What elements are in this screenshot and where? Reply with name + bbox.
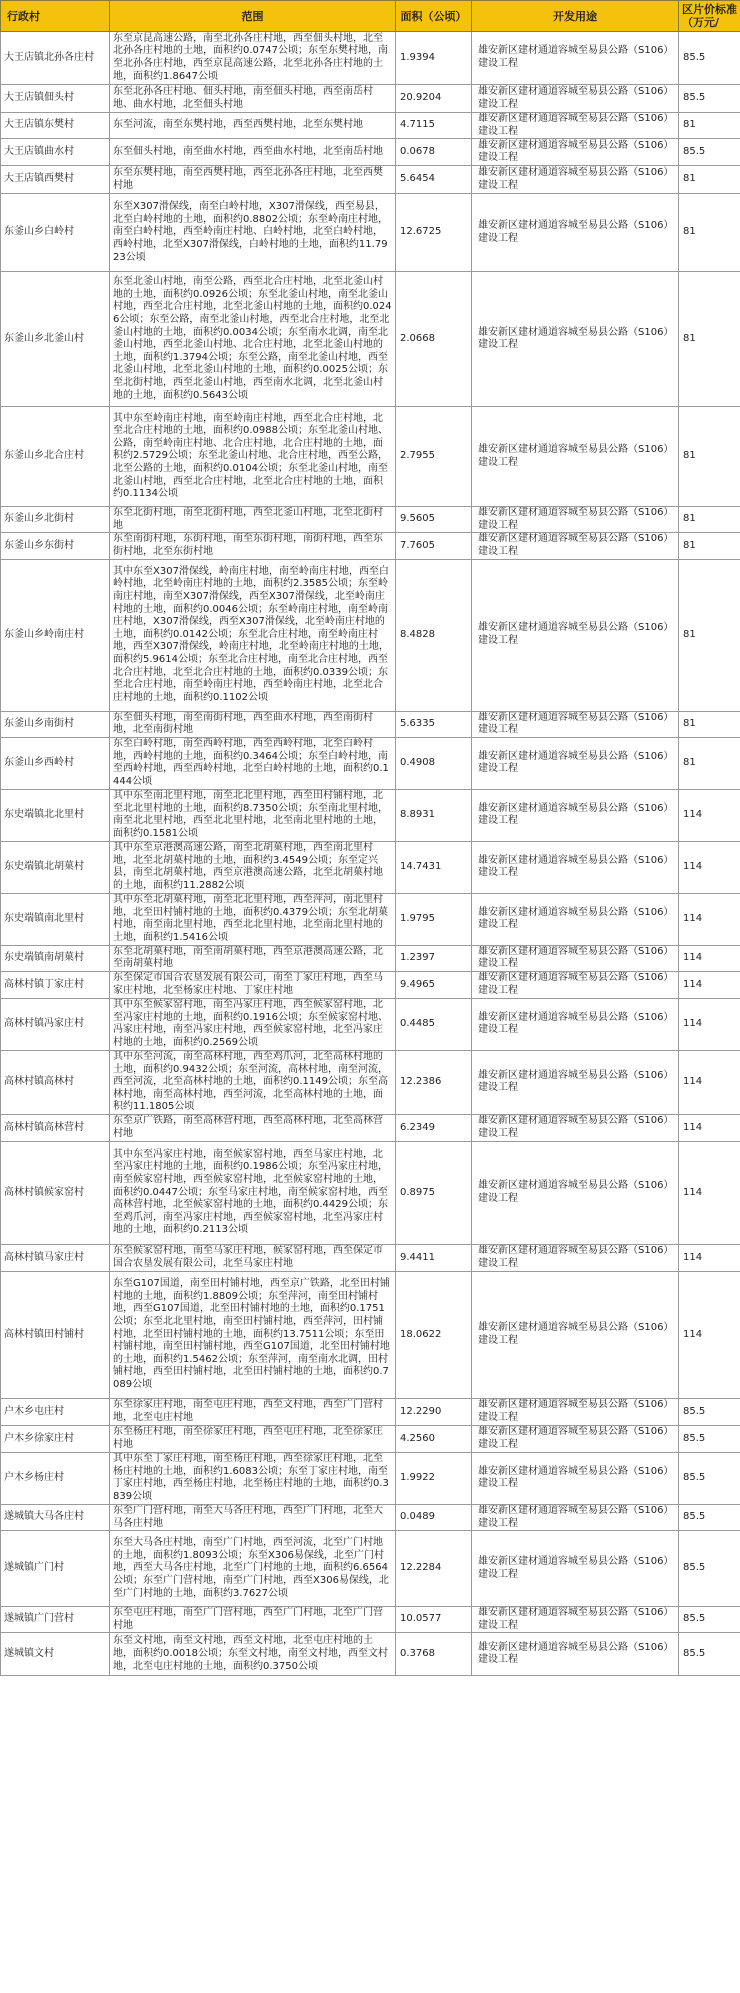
price-cell: 85.5 <box>679 1398 740 1425</box>
area-cell: 0.4908 <box>396 737 472 789</box>
village-cell: 户木乡徐家庄村 <box>1 1425 110 1452</box>
price-cell: 85.5 <box>679 1504 740 1530</box>
table-row <box>1 1271 740 1398</box>
scope-cell: 东至京昆高速公路，南至北孙各庄村地，西至佃头村地，北至北孙各庄村地的土地，面积约0.0747公顷；东至东樊村地，南至北孙各庄村地，西至京昆高速公路，北至北孙各庄村地的土地，面积约1.8647公顷 <box>110 32 396 85</box>
use-cell: 雄安新区建材通道容城至易县公路（S106）建设工程 <box>472 1504 679 1530</box>
price-cell: 114 <box>679 789 740 841</box>
scope-cell: 东至G107国道，南至田村铺村地，西至京广铁路，北至田村铺村地的土地，面积约1.8809公顷；东至萍河，南至田村铺村地，西至G107国道，北至田村铺村地的土地，面积约0.1751公顷；东至北北里村地，南至田村铺村地，西至萍河，田村铺村地，北至田村铺村地的土地，面积约13.7511公顷；东至田村铺村地，南至田村铺村地，西至G107国道，北至田村铺村地的土地，面积约1.5462公顷；东至萍河，南至南水北调，田村铺村地，西至田村铺村地，北至田村铺村地的土地，面积约0.7089公顷 <box>110 1271 396 1398</box>
table-body <box>1 32 740 1676</box>
scope-cell: 其中东至候家窑村地，南至冯家庄村地，西至候家窑村地，北至冯家庄村地的土地，面积约0.1916公顷；东至候家窑村地、冯家庄村地，南至冯家庄村地，西至候家窑村地，北至冯家庄村地的土地，面积约0.2569公顷 <box>110 998 396 1050</box>
table-row <box>1 85 740 113</box>
use-cell: 雄安新区建材通道容城至易县公路（S106）建设工程 <box>472 737 679 789</box>
scope-cell: 东至杨庄村地，南至徐家庄村地，西至屯庄村地，北至徐家庄村地 <box>110 1425 396 1452</box>
header-use: 开发用途 <box>472 1 679 32</box>
price-cell: 85.5 <box>679 32 740 85</box>
scope-cell: 其中东至京港澳高速公路，南至北胡菓村地，西至南北里村地，北至北胡菓村地的土地，面积约3.4549公顷；东至定兴县，南至北胡菓村地，西至京港澳高速公路，北至北胡菓村地的土地，面积约11.2882公顷 <box>110 841 396 893</box>
price-cell: 81 <box>679 737 740 789</box>
price-cell: 114 <box>679 1114 740 1141</box>
village-cell: 大王店镇佃头村 <box>1 85 110 113</box>
scope-cell: 东至北胡菓村地，南至南胡菓村地，西至京港澳高速公路，北至南胡菓村地 <box>110 945 396 971</box>
village-cell: 东史端镇北胡菓村 <box>1 841 110 893</box>
village-cell: 高林村镇高林营村 <box>1 1114 110 1141</box>
area-cell: 1.9394 <box>396 32 472 85</box>
village-cell: 东史端镇南胡菓村 <box>1 945 110 971</box>
use-cell: 雄安新区建材通道容城至易县公路（S106）建设工程 <box>472 194 679 272</box>
area-cell: 9.5605 <box>396 507 472 533</box>
use-cell: 雄安新区建材通道容城至易县公路（S106）建设工程 <box>472 1398 679 1425</box>
area-cell: 10.0577 <box>396 1607 472 1633</box>
price-cell: 114 <box>679 893 740 945</box>
scope-cell: 其中东至丁家庄村地，南至杨庄村地，西至徐家庄村地，北至杨庄村地的土地，面积约1.6083公顷；东至丁家庄村地，南至丁家庄村地，西至杨庄村地，北至杨庄村地的土地，面积约0.3839公顷 <box>110 1452 396 1504</box>
price-cell: 114 <box>679 841 740 893</box>
use-cell: 雄安新区建材通道容城至易县公路（S106）建设工程 <box>472 139 679 166</box>
scope-cell: 东至京广铁路，南至高林营村地，西至高林村地，北至高林营村地 <box>110 1114 396 1141</box>
table-row <box>1 1244 740 1271</box>
header-price: 区片价标准（万元/ <box>679 1 740 32</box>
scope-cell: 东至广门营村地，南至大马各庄村地，西至广门村地，北至大马各庄村地 <box>110 1504 396 1530</box>
village-cell: 大王店镇东樊村 <box>1 113 110 139</box>
scope-cell: 其中东至河流，南至高林村地，西至鸡爪河，北至高林村地的土地，面积约0.9432公顷；东至河流，高林村地，南至河流，西至河流，北至高林村地的土地，面积约0.1149公顷；东至高林村地，南至高林村地，西至河流，北至高林村地的土地，面积约11.1805公顷 <box>110 1050 396 1114</box>
price-cell: 81 <box>679 559 740 711</box>
area-cell: 9.4411 <box>396 1244 472 1271</box>
use-cell: 雄安新区建材通道容城至易县公路（S106）建设工程 <box>472 272 679 407</box>
use-cell: 雄安新区建材通道容城至易县公路（S106）建设工程 <box>472 1244 679 1271</box>
use-cell: 雄安新区建材通道容城至易县公路（S106）建设工程 <box>472 1114 679 1141</box>
area-cell: 20.9204 <box>396 85 472 113</box>
table-row <box>1 1452 740 1504</box>
scope-cell: 东至文村地，南至文村地，西至文村地，北至屯庄村地的土地，面积约0.0018公顷；东至文村地，南至文村地，西至文村地，北至屯庄村地的土地，面积约0.3750公顷 <box>110 1633 396 1676</box>
village-cell: 遂城镇广门村 <box>1 1531 110 1607</box>
area-cell: 1.9922 <box>396 1452 472 1504</box>
village-cell: 东釜山乡南街村 <box>1 711 110 737</box>
scope-cell: 东至南街村地，东街村地，南至东街村地，南街村地，西至东街村地，北至东街村地 <box>110 533 396 559</box>
village-cell: 东釜山乡北釜山村 <box>1 272 110 407</box>
village-cell: 东釜山乡西岭村 <box>1 737 110 789</box>
table-row <box>1 533 740 559</box>
price-cell: 81 <box>679 507 740 533</box>
area-cell: 8.8931 <box>396 789 472 841</box>
area-cell: 4.2560 <box>396 1425 472 1452</box>
use-cell: 雄安新区建材通道容城至易县公路（S106）建设工程 <box>472 945 679 971</box>
table-row <box>1 194 740 272</box>
use-cell: 雄安新区建材通道容城至易县公路（S106）建设工程 <box>472 998 679 1050</box>
area-cell: 5.6335 <box>396 711 472 737</box>
header-area: 面积（公顷） <box>396 1 472 32</box>
scope-cell: 东至东樊村地，南至西樊村地，西至北孙各庄村地，北至西樊村地 <box>110 166 396 194</box>
price-cell: 81 <box>679 407 740 507</box>
scope-cell: 东至白岭村地，南至西岭村地，西至西岭村地，北至白岭村地，西岭村地的土地，面积约0.3464公顷；东至白岭村地，南至西岭村地，西至西岭村地，北至白岭村地的土地，面积约0.1444公顷 <box>110 737 396 789</box>
scope-cell: 东至河流，南至东樊村地，西至西樊村地，北至东樊村地 <box>110 113 396 139</box>
area-cell: 12.6725 <box>396 194 472 272</box>
table-row <box>1 1607 740 1633</box>
table-row <box>1 893 740 945</box>
scope-cell: 其中东至南北里村地，南至北北里村地，西至田村铺村地，北至北北里村地的土地，面积约8.7350公顷；东至南北里村地，南至北北里村地，西至北北里村地，北至南北里村地的土地，面积约0.1581公顷 <box>110 789 396 841</box>
use-cell: 雄安新区建材通道容城至易县公路（S106）建设工程 <box>472 407 679 507</box>
use-cell: 雄安新区建材通道容城至易县公路（S106）建设工程 <box>472 789 679 841</box>
village-cell: 户木乡杨庄村 <box>1 1452 110 1504</box>
area-cell: 1.9795 <box>396 893 472 945</box>
table-row <box>1 139 740 166</box>
village-cell: 高林村镇马家庄村 <box>1 1244 110 1271</box>
price-cell: 85.5 <box>679 1425 740 1452</box>
area-cell: 9.4965 <box>396 971 472 998</box>
use-cell: 雄安新区建材通道容城至易县公路（S106）建设工程 <box>472 841 679 893</box>
table-row <box>1 1398 740 1425</box>
price-cell: 81 <box>679 711 740 737</box>
price-cell: 85.5 <box>679 85 740 113</box>
table-row <box>1 1531 740 1607</box>
price-cell: 114 <box>679 998 740 1050</box>
area-cell: 0.0489 <box>396 1504 472 1530</box>
price-cell: 85.5 <box>679 1531 740 1607</box>
area-cell: 7.7605 <box>396 533 472 559</box>
village-cell: 户木乡屯庄村 <box>1 1398 110 1425</box>
scope-cell: 东至屯庄村地，南至广门营村地，西至广门村地，北至广门营村地 <box>110 1607 396 1633</box>
area-cell: 2.7955 <box>396 407 472 507</box>
table-row <box>1 711 740 737</box>
village-cell: 大王店镇西樊村 <box>1 166 110 194</box>
price-cell: 81 <box>679 113 740 139</box>
area-cell: 18.0622 <box>396 1271 472 1398</box>
village-cell: 大王店镇北孙各庄村 <box>1 32 110 85</box>
table-row <box>1 32 740 85</box>
scope-cell: 其中东至冯家庄村地，南至候家窑村地，西至马家庄村地，北至冯家庄村地的土地，面积约0.1986公顷；东至冯家庄村地，南至候家窑村地，西至候家窑村地，北至候家窑村地的土地，面积约0.0447公顷；东至马家庄村地，南至候家窑村地，西至高林营村地，北至候家窑村地的土地，面积约0.4429公顷；东至鸡爪河，南至冯家庄村地，西至候家窑村地，北至冯家庄村地的土地，面积约0.2113公顷 <box>110 1141 396 1244</box>
area-cell: 1.2397 <box>396 945 472 971</box>
price-cell: 85.5 <box>679 1633 740 1676</box>
price-cell: 114 <box>679 971 740 998</box>
use-cell: 雄安新区建材通道容城至易县公路（S106）建设工程 <box>472 971 679 998</box>
village-cell: 东釜山乡东街村 <box>1 533 110 559</box>
table-row <box>1 407 740 507</box>
village-cell: 高林村镇高林村 <box>1 1050 110 1114</box>
use-cell: 雄安新区建材通道容城至易县公路（S106）建设工程 <box>472 32 679 85</box>
scope-cell: 其中东至北胡菓村地，南至北北里村地，西至萍河，南北里村地，北至田村铺村地的土地，面积约0.4379公顷；东至北胡菓村地，南至南北里村地，西至北北里村地，北至南北里村地的土地，面积约1.5416公顷 <box>110 893 396 945</box>
area-cell: 12.2386 <box>396 1050 472 1114</box>
village-cell: 东史端镇北北里村 <box>1 789 110 841</box>
table-row <box>1 166 740 194</box>
header-scope: 范围 <box>110 1 396 32</box>
area-cell: 14.7431 <box>396 841 472 893</box>
use-cell: 雄安新区建材通道容城至易县公路（S106）建设工程 <box>472 711 679 737</box>
price-cell: 85.5 <box>679 1452 740 1504</box>
header-row <box>1 1 740 32</box>
area-cell: 0.4485 <box>396 998 472 1050</box>
table-row <box>1 1141 740 1244</box>
village-cell: 高林村镇冯家庄村 <box>1 998 110 1050</box>
village-cell: 东史端镇南北里村 <box>1 893 110 945</box>
area-cell: 0.0678 <box>396 139 472 166</box>
table-row <box>1 113 740 139</box>
use-cell: 雄安新区建材通道容城至易县公路（S106）建设工程 <box>472 1050 679 1114</box>
scope-cell: 东至保定市国合农垦发展有限公司，南至丁家庄村地，西至马家庄村地，北至杨家庄村地、丁家庄村地 <box>110 971 396 998</box>
area-cell: 4.7115 <box>396 113 472 139</box>
village-cell: 遂城镇广门营村 <box>1 1607 110 1633</box>
use-cell: 雄安新区建材通道容城至易县公路（S106）建设工程 <box>472 559 679 711</box>
village-cell: 高林村镇候家窑村 <box>1 1141 110 1244</box>
scope-cell: 东至北釜山村地，南至公路，西至北合庄村地，北至北釜山村地的土地，面积约0.0926公顷；东至北釜山村地，南至北釜山村地，西至北合庄村地，北至北釜山村地的土地，面积约0.0246公顷；东至公路，南至北釜山村地，西至北合庄村地，北至北釜山村地的土地，面积约0.0034公顷；东至南水北调，南至北釜山村地，西至北釜山村地、北合庄村地，北至北釜山村地的土地，面积约1.3794公顷；东至公路，南至北釜山村地，西至北釜山村地，北至北釜山村地的土地，面积约0.0025公顷；东至北街村地，西至北釜山村地，西至南水北调，北至北釜山村地的土地，面积约0.5643公顷 <box>110 272 396 407</box>
village-cell: 高林村镇田村铺村 <box>1 1271 110 1398</box>
scope-cell: 东至候家窑村地，南至马家庄村地，候家窑村地，西至保定市国合农垦发展有限公司，北至马家庄村地 <box>110 1244 396 1271</box>
use-cell: 雄安新区建材通道容城至易县公路（S106）建设工程 <box>472 85 679 113</box>
use-cell: 雄安新区建材通道容城至易县公路（S106）建设工程 <box>472 533 679 559</box>
village-cell: 遂城镇文村 <box>1 1633 110 1676</box>
use-cell: 雄安新区建材通道容城至易县公路（S106）建设工程 <box>472 1141 679 1244</box>
scope-cell: 东至大马各庄村地，南至广门村地，西至河流，北至广门村地的土地，面积约1.8093公顷；东至X306易保线，北至广门村地，西至大马各庄村地，北至广门村地的土地，面积约6.6564公顷；东至广门营村地，南至广门村地，西至X306易保线，北至广门村地的土地，面积约3.7627公顷 <box>110 1531 396 1607</box>
use-cell: 雄安新区建材通道容城至易县公路（S106）建设工程 <box>472 1607 679 1633</box>
price-cell: 85.5 <box>679 1607 740 1633</box>
table-row <box>1 1050 740 1114</box>
table-row <box>1 971 740 998</box>
scope-cell: 其中东至X307滑保线，岭南庄村地，南至岭南庄村地，西至白岭村地，北至岭南庄村地的土地，面积约2.3585公顷；东至岭南庄村地，南至X307滑保线，西至X307滑保线，北至岭南庄村地的土地，面积约0.0046公顷；东至岭南庄村地，南至岭南庄村地，X307滑保线，西至X307滑保线，北至岭南庄村地的土地，面积约0.0142公顷；东至北合庄村地，南至岭南庄村地，西至X307滑保线，岭南庄村地，北至岭南庄村地的土地，面积约5.9614公顷；东至北合庄村地，南至北合庄村地，西至北合庄村地，北至北合庄村地的土地，面积约0.0339公顷；东至北合庄村地，南至岭南庄村地，西至岭南庄村地，北至北合庄村地的土地，面积约0.1102公顷 <box>110 559 396 711</box>
table-row <box>1 272 740 407</box>
table-row <box>1 945 740 971</box>
use-cell: 雄安新区建材通道容城至易县公路（S106）建设工程 <box>472 1633 679 1676</box>
price-cell: 81 <box>679 166 740 194</box>
scope-cell: 东至北孙各庄村地、佃头村地，南至佃头村地，西至南岳村地、曲水村地，北至佃头村地 <box>110 85 396 113</box>
area-cell: 8.4828 <box>396 559 472 711</box>
use-cell: 雄安新区建材通道容城至易县公路（S106）建设工程 <box>472 1425 679 1452</box>
area-cell: 0.3768 <box>396 1633 472 1676</box>
table-row <box>1 1504 740 1530</box>
price-cell: 114 <box>679 1244 740 1271</box>
table-row <box>1 507 740 533</box>
village-cell: 东釜山乡岭南庄村 <box>1 559 110 711</box>
table-row <box>1 559 740 711</box>
price-cell: 81 <box>679 194 740 272</box>
area-cell: 6.2349 <box>396 1114 472 1141</box>
use-cell: 雄安新区建材通道容城至易县公路（S106）建设工程 <box>472 507 679 533</box>
use-cell: 雄安新区建材通道容城至易县公路（S106）建设工程 <box>472 1271 679 1398</box>
price-cell: 81 <box>679 533 740 559</box>
price-cell: 114 <box>679 945 740 971</box>
table-row <box>1 1114 740 1141</box>
price-cell: 114 <box>679 1050 740 1114</box>
use-cell: 雄安新区建材通道容城至易县公路（S106）建设工程 <box>472 166 679 194</box>
price-cell: 114 <box>679 1141 740 1244</box>
header-village: 行政村 <box>1 1 110 32</box>
table-row <box>1 1425 740 1452</box>
area-cell: 12.2284 <box>396 1531 472 1607</box>
table-row <box>1 737 740 789</box>
area-cell: 2.0668 <box>396 272 472 407</box>
price-cell: 81 <box>679 272 740 407</box>
scope-cell: 东至佃头村地，南至曲水村地，西至曲水村地，北至南岳村地 <box>110 139 396 166</box>
scope-cell: 东至北街村地，南至北街村地，西至北釜山村地，北至北街村地 <box>110 507 396 533</box>
table-row <box>1 1633 740 1676</box>
area-cell: 5.6454 <box>396 166 472 194</box>
scope-cell: 东至徐家庄村地，南至屯庄村地，西至文村地，西至广门营村地，北至屯庄村地 <box>110 1398 396 1425</box>
table-row <box>1 998 740 1050</box>
village-cell: 遂城镇大马各庄村 <box>1 1504 110 1530</box>
table-row <box>1 841 740 893</box>
village-cell: 大王店镇曲水村 <box>1 139 110 166</box>
use-cell: 雄安新区建材通道容城至易县公路（S106）建设工程 <box>472 893 679 945</box>
price-cell: 85.5 <box>679 139 740 166</box>
use-cell: 雄安新区建材通道容城至易县公路（S106）建设工程 <box>472 113 679 139</box>
village-cell: 东釜山乡北街村 <box>1 507 110 533</box>
scope-cell: 东至佃头村地，南至南街村地，西至曲水村地，西至南街村地，北至南街村地 <box>110 711 396 737</box>
village-cell: 东釜山乡北合庄村 <box>1 407 110 507</box>
area-cell: 0.8975 <box>396 1141 472 1244</box>
village-cell: 高林村镇丁家庄村 <box>1 971 110 998</box>
price-cell: 114 <box>679 1271 740 1398</box>
area-cell: 12.2290 <box>396 1398 472 1425</box>
scope-cell: 东至X307滑保线，南至白岭村地，X307滑保线，西至易县，北至白岭村地的土地，面积约0.8802公顷；东至岭南庄村地，南至白岭村地，西至岭南庄村地、白岭村地，北至白岭村地，西岭村地，北至X307滑保线，白岭村地的土地，面积约11.7923公顷 <box>110 194 396 272</box>
table-row <box>1 789 740 841</box>
use-cell: 雄安新区建材通道容城至易县公路（S106）建设工程 <box>472 1531 679 1607</box>
use-cell: 雄安新区建材通道容城至易县公路（S106）建设工程 <box>472 1452 679 1504</box>
scope-cell: 其中东至岭南庄村地，南至岭南庄村地，西至北合庄村地，北至北合庄村地的土地，面积约0.0988公顷；东至北釜山村地、公路，南至岭南庄村地、北合庄村地，北合庄村地的土地，面积约2.5729公顷；东至北釜山村地、北合庄村地，西至公路，北至公路的土地，面积约0.0104公顷；东至北釜山村地，南至北釜山村地，西至北合庄村地，北至北合庄村地的土地，面积约0.1134公顷 <box>110 407 396 507</box>
village-cell: 东釜山乡白岭村 <box>1 194 110 272</box>
